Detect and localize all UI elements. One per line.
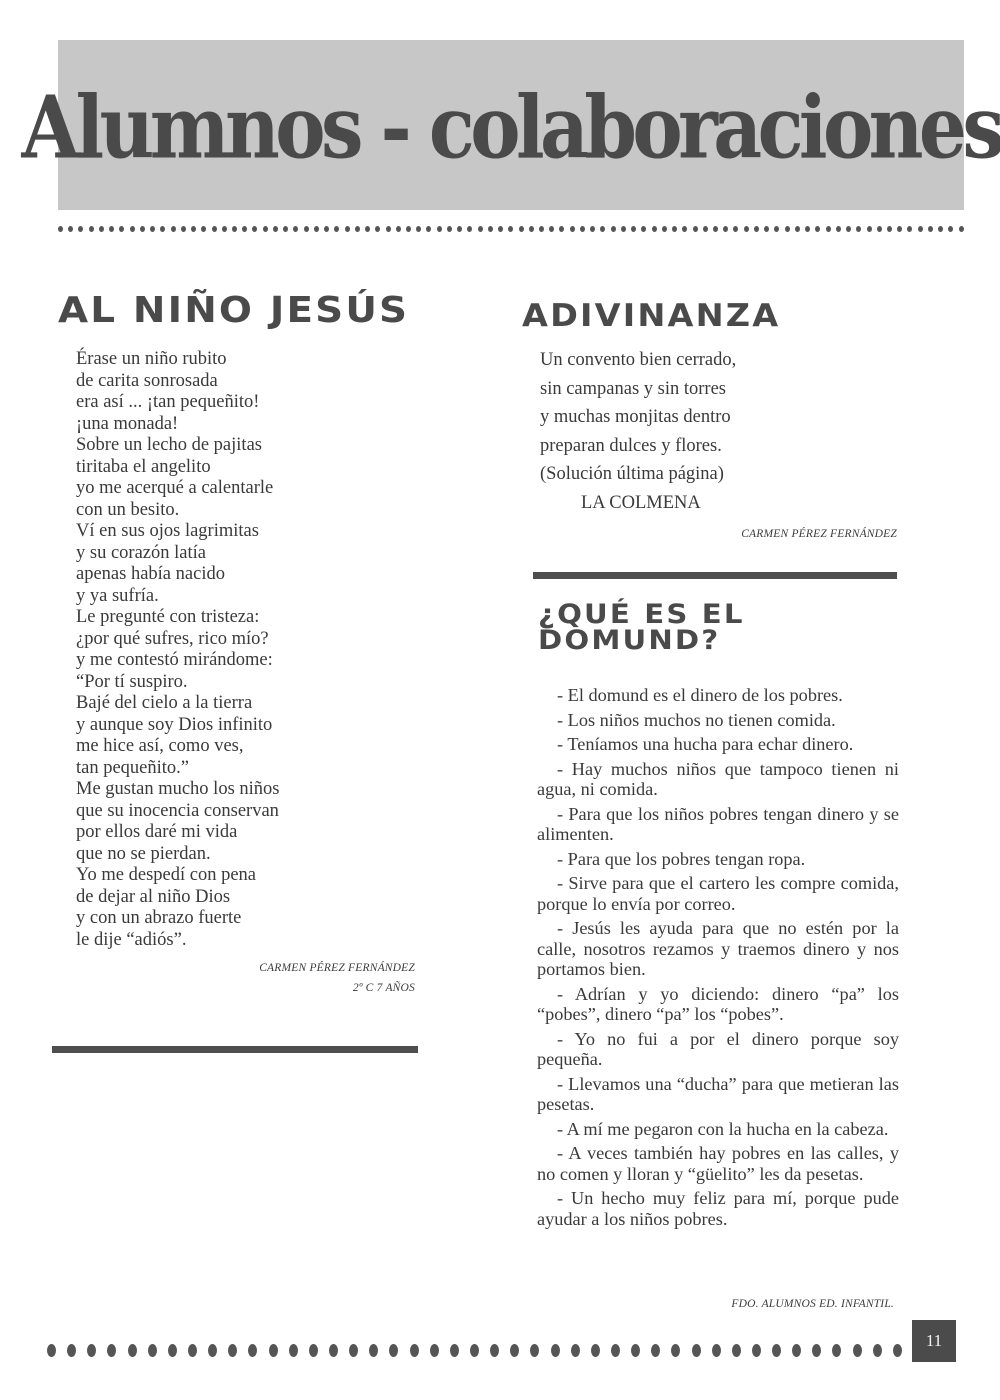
domund-list xyxy=(537,685,899,1233)
poem-line: Le pregunté con tristeza: xyxy=(76,607,260,627)
poem-title: AL NIÑO JESÚS xyxy=(58,290,410,331)
dot-ornament xyxy=(713,226,718,232)
dot-ornament xyxy=(416,226,421,232)
poem-line: Bajé del cielo a la tierra xyxy=(76,693,253,713)
list-item: - Jesús les ayuda para que no estén por la calle, nosotros rezamos y traemos dinero y nos portamos bien. xyxy=(537,918,899,979)
domund-title-line: DOMUND? xyxy=(538,625,721,656)
dot-ornament xyxy=(867,226,872,232)
dot-ornament xyxy=(99,226,104,232)
dotted-divider-top xyxy=(58,225,964,233)
dot-ornament xyxy=(853,1344,862,1357)
dot-ornament xyxy=(723,226,728,232)
dot-ornament xyxy=(774,226,779,232)
dot-ornament xyxy=(345,226,350,232)
riddle-body xyxy=(540,346,880,517)
poem-line: y me contestó mirándome: xyxy=(76,650,273,670)
dot-ornament xyxy=(519,226,524,232)
dot-ornament xyxy=(571,1344,580,1357)
poem-line: y su corazón latía xyxy=(76,542,206,563)
dot-ornament xyxy=(671,1344,680,1357)
domund-signature: FDO. ALUMNOS ED. INFANTIL. xyxy=(731,1298,894,1310)
dot-ornament xyxy=(349,1344,358,1357)
poem-line: ¿por qué sufres, rico mío? xyxy=(76,628,269,649)
dot-ornament xyxy=(467,226,472,232)
dot-ornament xyxy=(283,226,288,232)
dot-ornament xyxy=(375,226,380,232)
dot-ornament xyxy=(510,1344,519,1357)
dot-ornament xyxy=(406,226,411,232)
list-item: - Para que los niños pobres tengan dinero y se alimenten. xyxy=(537,803,899,844)
list-item: - Para que los pobres tengan ropa. xyxy=(557,848,806,869)
page-title: Alumnos - colaboraciones xyxy=(21,77,1000,179)
dot-ornament xyxy=(68,226,73,232)
poem-line: ¡una monada! xyxy=(76,413,179,434)
poem-line: yo me acerqué a calentarle xyxy=(76,478,274,498)
dot-ornament xyxy=(309,1344,318,1357)
poem-line: y aunque soy Dios infinito xyxy=(76,714,273,735)
dot-ornament xyxy=(873,1344,882,1357)
poem-line: y ya sufría. xyxy=(76,585,159,606)
dot-ornament xyxy=(222,226,227,232)
list-item: - Un hecho muy feliz para mí, porque pude ayudar a los niños pobres. xyxy=(537,1188,899,1229)
dot-ornament xyxy=(826,226,831,232)
dot-ornament xyxy=(314,226,319,232)
poem-line: de dejar al niño Dios xyxy=(76,886,231,907)
riddle-title: ADIVINANZA xyxy=(522,298,781,334)
list-item: - A veces también hay pobres en las calles, y no comen y lloran y “güelito” les da pesetas. xyxy=(537,1143,899,1184)
dot-ornament xyxy=(171,226,176,232)
dot-ornament xyxy=(832,1344,841,1357)
dot-ornament xyxy=(160,226,165,232)
list-item: - Llevamos una “ducha” para que metieran las pesetas. xyxy=(537,1073,899,1114)
dot-ornament xyxy=(263,226,268,232)
page-number-badge: 11 xyxy=(912,1320,956,1362)
dot-ornament xyxy=(918,226,923,232)
poem-line: Ví en sus ojos lagrimitas xyxy=(76,521,259,541)
dot-ornament xyxy=(631,1344,640,1357)
dot-ornament xyxy=(530,1344,539,1357)
dot-ornament xyxy=(329,1344,338,1357)
dot-ornament xyxy=(744,226,749,232)
dot-ornament xyxy=(273,226,278,232)
dot-ornament xyxy=(410,1344,419,1357)
poem-line: era así ... ¡tan pequeñito! xyxy=(76,392,260,412)
dot-ornament xyxy=(150,226,155,232)
dot-ornament xyxy=(792,1344,801,1357)
dot-ornament xyxy=(887,226,892,232)
dot-ornament xyxy=(812,1344,821,1357)
dot-ornament xyxy=(334,226,339,232)
dot-ornament xyxy=(437,226,442,232)
dot-ornament xyxy=(188,1344,197,1357)
poem-signature xyxy=(150,958,415,998)
list-item: - El domund es el dinero de los pobres. xyxy=(557,685,843,705)
dot-ornament xyxy=(754,226,759,232)
dot-ornament xyxy=(488,226,493,232)
dot-ornament xyxy=(508,226,513,232)
dot-ornament xyxy=(478,226,483,232)
poem-line: Sobre un lecho de pajitas xyxy=(76,435,262,455)
riddle-line: y muchas monjitas dentro xyxy=(540,407,731,427)
dot-ornament xyxy=(631,226,636,232)
domund-title-line: ¿QUÉ ES EL xyxy=(538,599,745,630)
dot-ornament xyxy=(712,1344,721,1357)
dot-ornament xyxy=(168,1344,177,1357)
dot-ornament xyxy=(78,226,83,232)
riddle-line: preparan dulces y flores. xyxy=(540,435,722,456)
dot-ornament xyxy=(846,226,851,232)
poem-line: tan pequeñito.” xyxy=(76,757,190,778)
dot-ornament xyxy=(396,226,401,232)
dot-ornament xyxy=(369,1344,378,1357)
poem-line: le dije “adiós”. xyxy=(76,929,187,950)
dot-ornament xyxy=(590,226,595,232)
dot-ornament xyxy=(672,226,677,232)
domund-title xyxy=(538,599,745,656)
dot-ornament xyxy=(426,226,431,232)
dot-ornament xyxy=(549,226,554,232)
dot-ornament xyxy=(948,226,953,232)
dot-ornament xyxy=(733,226,738,232)
dot-ornament xyxy=(228,1344,237,1357)
dot-ornament xyxy=(611,226,616,232)
dot-ornament xyxy=(559,226,564,232)
poem-line: que su inocencia conservan xyxy=(76,800,279,821)
dot-ornament xyxy=(893,1344,902,1357)
dot-ornament xyxy=(457,226,462,232)
dot-ornament xyxy=(130,226,135,232)
divider-rule-right xyxy=(533,572,897,579)
poem-line: tiritaba el angelito xyxy=(76,456,211,477)
dot-ornament xyxy=(651,1344,660,1357)
dot-ornament xyxy=(470,1344,479,1357)
dot-ornament xyxy=(430,1344,439,1357)
dot-ornament xyxy=(208,1344,217,1357)
dot-ornament xyxy=(539,226,544,232)
dot-ornament xyxy=(877,226,882,232)
poem-author-class: 2º C 7 AÑOS xyxy=(352,982,415,994)
dot-ornament xyxy=(938,226,943,232)
dot-ornament xyxy=(772,1344,781,1357)
dot-ornament xyxy=(128,1344,137,1357)
riddle-author: CARMEN PÉREZ FERNÁNDEZ xyxy=(741,528,897,540)
dot-ornament xyxy=(692,1344,701,1357)
dot-ornament xyxy=(355,226,360,232)
dot-ornament xyxy=(752,1344,761,1357)
poem-line: con un besito. xyxy=(76,499,180,520)
dot-ornament xyxy=(836,226,841,232)
list-item: - Adrían y yo diciendo: dinero “pa” los “pobes”, dinero “pa” los “pobes”. xyxy=(537,983,899,1024)
dot-ornament xyxy=(856,226,861,232)
dot-ornament xyxy=(693,226,698,232)
dot-ornament xyxy=(58,226,63,232)
dot-ornament xyxy=(242,226,247,232)
dot-ornament xyxy=(293,226,298,232)
dot-ornament xyxy=(289,1344,298,1357)
dot-ornament xyxy=(140,226,145,232)
dot-ornament xyxy=(107,1344,116,1357)
dot-ornament xyxy=(109,226,114,232)
dot-ornament xyxy=(591,1344,600,1357)
dot-ornament xyxy=(87,1344,96,1357)
list-item: - Sirve para que el cartero les compre comida, porque lo envía por correo. xyxy=(537,873,899,914)
list-item: - Teníamos una hucha para echar dinero. xyxy=(557,734,854,754)
dot-ornament xyxy=(119,226,124,232)
dot-ornament xyxy=(815,226,820,232)
divider-rule-left xyxy=(52,1046,418,1053)
dot-ornament xyxy=(490,1344,499,1357)
poem-line: que no se pierdan. xyxy=(76,843,211,864)
list-item: - Yo no fui a por el dinero porque soy pequeña. xyxy=(537,1028,899,1069)
dot-ornament xyxy=(580,226,585,232)
dot-ornament xyxy=(652,226,657,232)
dot-ornament xyxy=(252,226,257,232)
dot-ornament xyxy=(732,1344,741,1357)
dot-ornament xyxy=(389,1344,398,1357)
dot-ornament xyxy=(611,1344,620,1357)
dot-ornament xyxy=(269,1344,278,1357)
riddle-line: Un convento bien cerrado, xyxy=(540,350,737,370)
dot-ornament xyxy=(447,226,452,232)
dot-ornament xyxy=(89,226,94,232)
list-item: - Hay muchos niños que tampoco tienen ni agua, ni comida. xyxy=(537,758,899,799)
dot-ornament xyxy=(621,226,626,232)
dot-ornament xyxy=(232,226,237,232)
dot-ornament xyxy=(764,226,769,232)
dot-ornament xyxy=(897,226,902,232)
dot-ornament xyxy=(201,226,206,232)
dot-ornament xyxy=(386,226,391,232)
dot-ornament xyxy=(928,226,933,232)
dot-ornament xyxy=(148,1344,157,1357)
dot-ornament xyxy=(551,1344,560,1357)
dot-ornament xyxy=(959,226,964,232)
poem-line: Me gustan mucho los niños xyxy=(76,779,280,799)
poem-line: “Por tí suspiro. xyxy=(76,671,188,692)
riddle-answer: LA COLMENA xyxy=(581,492,701,513)
dot-ornament xyxy=(907,226,912,232)
poem-line: apenas había nacido xyxy=(76,564,225,584)
dot-ornament xyxy=(498,226,503,232)
list-item: - Los niños muchos no tienen comida. xyxy=(557,709,836,730)
dot-ornament xyxy=(365,226,370,232)
dot-ornament xyxy=(795,226,800,232)
dot-ornament xyxy=(304,226,309,232)
dot-ornament xyxy=(181,226,186,232)
poem-line: Yo me despedí con pena xyxy=(76,865,257,885)
dotted-divider-bottom xyxy=(47,1343,902,1357)
list-item: - A mí me pegaron con la hucha en la cabeza. xyxy=(557,1118,889,1139)
dot-ornament xyxy=(47,1344,56,1357)
dot-ornament xyxy=(805,226,810,232)
riddle-line: (Solución última página) xyxy=(540,464,724,484)
header-banner xyxy=(21,40,1000,210)
poem-line: me hice así, como ves, xyxy=(76,736,244,756)
dot-ornament xyxy=(324,226,329,232)
poem-author: CARMEN PÉREZ FERNÁNDEZ xyxy=(259,962,415,974)
dot-ornament xyxy=(641,226,646,232)
riddle-line: sin campanas y sin torres xyxy=(540,378,726,399)
poem-line: por ellos daré mi vida xyxy=(76,822,238,842)
poem-line: y con un abrazo fuerte xyxy=(76,908,242,928)
dot-ornament xyxy=(703,226,708,232)
dot-ornament xyxy=(191,226,196,232)
poem-body xyxy=(76,349,416,951)
dot-ornament xyxy=(67,1344,76,1357)
dot-ornament xyxy=(450,1344,459,1357)
poem-line: de carita sonrosada xyxy=(76,370,218,391)
dot-ornament xyxy=(662,226,667,232)
poem-line: Érase un niño rubito xyxy=(76,349,227,369)
dot-ornament xyxy=(682,226,687,232)
dot-ornament xyxy=(570,226,575,232)
dot-ornament xyxy=(248,1344,257,1357)
dot-ornament xyxy=(529,226,534,232)
dot-ornament xyxy=(785,226,790,232)
dot-ornament xyxy=(212,226,217,232)
dot-ornament xyxy=(600,226,605,232)
